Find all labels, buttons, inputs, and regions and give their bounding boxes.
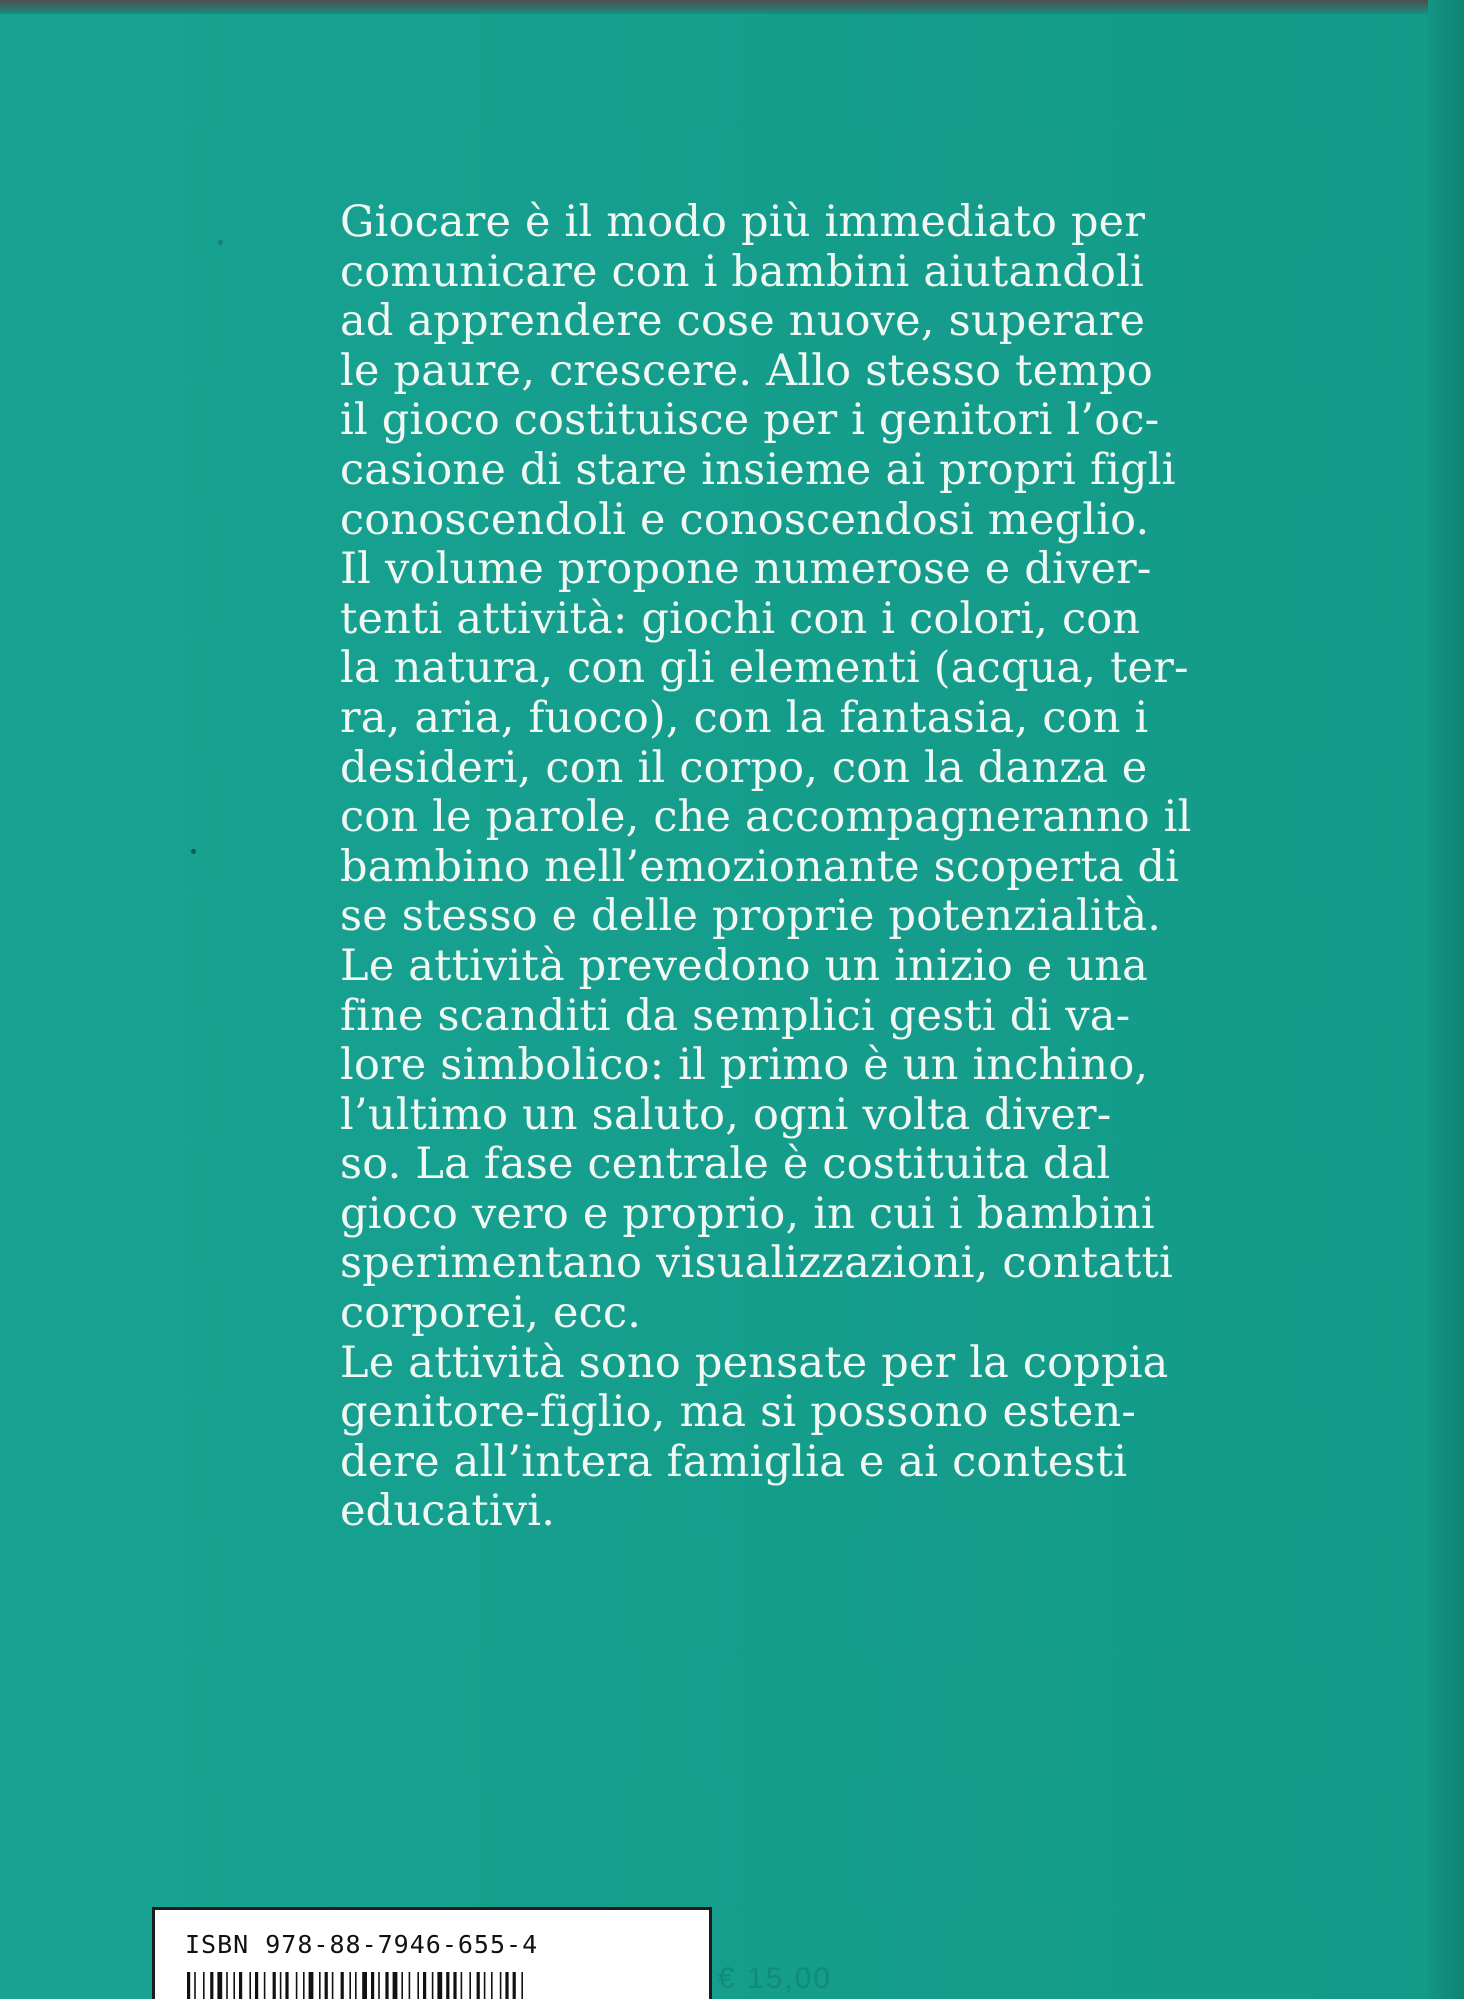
blurb-line: l’ultimo un saluto, ogni volta diver- [340, 1089, 1112, 1140]
blurb-line: casione di stare insieme ai propri figli [340, 444, 1176, 495]
print-speck [191, 849, 196, 854]
blurb-line: ra, aria, fuoco), con la fantasia, con i [340, 692, 1149, 743]
barcode-bar [355, 1972, 357, 1999]
barcode-bar [500, 1972, 502, 1999]
barcode-bar [453, 1972, 456, 1999]
barcode-bar [437, 1972, 442, 1999]
barcode-bar [469, 1972, 471, 1999]
blurb-line: lore simbolico: il primo è un inchino, [340, 1040, 1149, 1091]
blurb-line: conoscendoli e conoscendosi meglio. [340, 494, 1150, 545]
barcode-bar [217, 1972, 222, 1999]
barcode-bar [341, 1972, 344, 1999]
barcode-bar [432, 1972, 434, 1999]
price-label: € 15,00 [718, 1962, 833, 1995]
barcode-bar [362, 1972, 367, 1999]
spine-edge [1428, 0, 1464, 1999]
barcode-bar [393, 1972, 398, 1999]
barcode-bar [203, 1972, 205, 1999]
barcode-bar [255, 1972, 258, 1999]
blurb-line: genitore-figlio, ma si possono esten- [340, 1387, 1137, 1438]
barcode-bar [378, 1972, 380, 1999]
barcode-bar [273, 1972, 276, 1999]
barcode-bar [296, 1972, 298, 1999]
barcode-bar [385, 1972, 388, 1999]
blurb-line: so. La fase centrale è costituita dal [340, 1139, 1111, 1190]
blurb-line: Giocare è il modo più immediato per [340, 197, 1146, 247]
barcode-bar [325, 1972, 328, 1999]
barcode-bar [505, 1972, 508, 1999]
barcode-bar [332, 1972, 334, 1999]
blurb-line: Le attività sono pensate per la coppia [340, 1337, 1169, 1388]
blurb-line: la natura, con gli elementi (acqua, ter- [340, 643, 1189, 694]
barcode-bar [264, 1972, 266, 1999]
barcode-bar [226, 1972, 228, 1999]
barcode-bar [513, 1972, 516, 1999]
barcode-bar [371, 1972, 374, 1999]
barcode-bar [521, 1972, 523, 1999]
barcode-bar [280, 1972, 282, 1999]
isbn-label-box [152, 1907, 712, 1999]
blurb-line: gioco vero e proprio, in cui i bambini [340, 1188, 1155, 1239]
top-edge-shadow [0, 0, 1464, 14]
blurb-line: bambino nell’emozionante scoperta di [340, 841, 1180, 892]
barcode-bar [239, 1972, 242, 1999]
blurb-line: con le parole, che accompagneranno il [340, 792, 1192, 843]
barcode-bar [349, 1972, 351, 1999]
blurb-line: dere all’intera famiglia e ai contesti [340, 1436, 1128, 1487]
barcode-bar [233, 1972, 235, 1999]
blurb-line: Le attività prevedono un inizio e una [340, 940, 1148, 991]
blurb-line: comunicare con i bambini aiutandoli [340, 246, 1144, 297]
barcode-bar [477, 1972, 480, 1999]
blurb-line: le paure, crescere. Allo stesso tempo [340, 345, 1153, 396]
blurb-line: corporei, ecc. [340, 1288, 642, 1339]
barcode-image [185, 1972, 675, 1999]
blurb-line: sperimentano visualizzazioni, contatti [340, 1238, 1173, 1289]
barcode-bar [187, 1972, 190, 1999]
blurb-line: desideri, con il corpo, con la danza e [340, 742, 1148, 793]
barcode-bar [249, 1972, 251, 1999]
blurb-line: il gioco costituisce per i genitori l’oc- [340, 395, 1160, 446]
barcode-bar [319, 1972, 321, 1999]
blurb-line: tenti attività: giochi con i colori, con [340, 593, 1141, 644]
barcode-bar [285, 1972, 288, 1999]
barcode-bar [446, 1972, 449, 1999]
barcode-bar [401, 1972, 403, 1999]
isbn-number: ISBN 978-88-7946-655-4 [185, 1930, 539, 1959]
barcode-bar [484, 1972, 486, 1999]
print-speck [218, 240, 223, 245]
blurb-line: Il volume propone numerose e diver- [340, 544, 1152, 595]
barcode-bar [194, 1972, 196, 1999]
barcode-bar [303, 1972, 305, 1999]
blurb-line: educativi. [340, 1486, 556, 1537]
barcode-bar [461, 1972, 463, 1999]
barcode-bar [491, 1972, 493, 1999]
blurb-line: ad apprendere cose nuove, superare [340, 296, 1146, 347]
barcode-bar [309, 1972, 314, 1999]
blurb-line: fine scanditi da semplici gesti di va- [340, 990, 1131, 1041]
back-cover-blurb [340, 197, 1192, 1537]
barcode-bar [423, 1972, 426, 1999]
barcode-bar [409, 1972, 411, 1999]
barcode-bar [417, 1972, 419, 1999]
barcode-bar [210, 1972, 213, 1999]
blurb-line: se stesso e delle proprie potenzialità. [340, 891, 1162, 942]
